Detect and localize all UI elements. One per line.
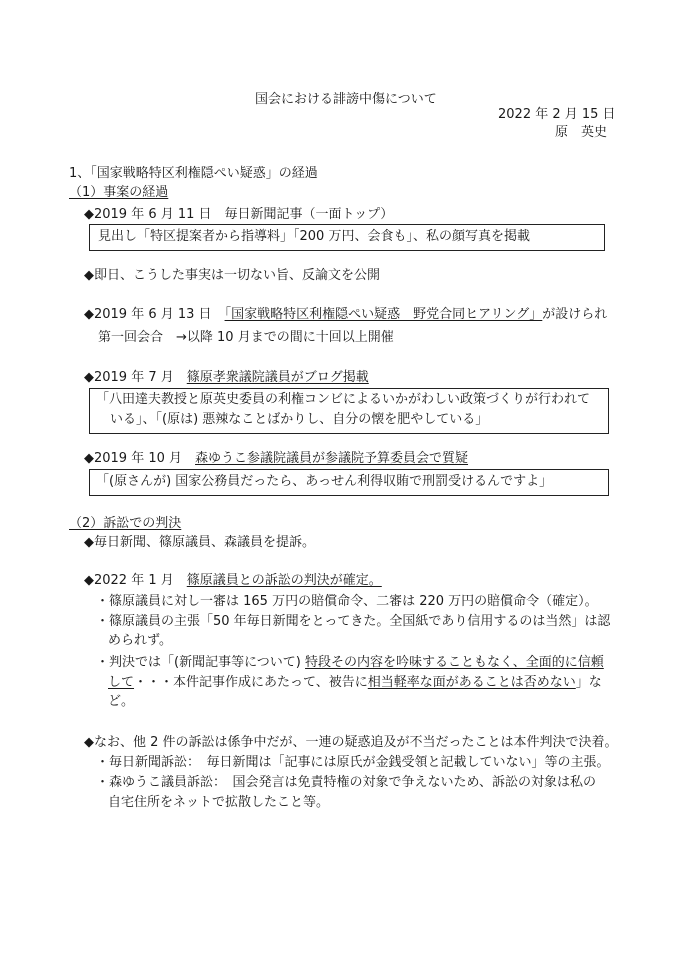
event1-quote: 見出し「特区提案者から指導料」「200 万円、会食も」、私の顔写真を掲載 <box>98 229 530 244</box>
event3-detail: 第一回会合 →以降 10 月までの間に十回以上開催 <box>98 330 394 345</box>
document-title: 国会における誹謗中傷について <box>255 92 437 107</box>
ruling-bullet-2-line1: ・篠原議員の主張「50 年毎日新聞をとってきた。全国紙であり信用するのは当然」は認 <box>96 614 611 629</box>
section2-subheading: （2）訴訟での判決 <box>69 516 182 531</box>
mainichi-suit: ・毎日新聞訴訟： 毎日新聞は「記事には原氏が金銭受領と記載していない」等の主張。 <box>96 755 610 770</box>
event3-date: ◆2019 年 6 月 13 日 <box>84 307 225 322</box>
section1-subheading: （1）事案の経過 <box>69 185 169 200</box>
ruling-bullet-1: ・篠原議員に対し一審は 165 万円の賠償命令、二審は 220 万円の賠償命令（確定）。 <box>96 594 598 609</box>
event4-heading <box>84 370 369 386</box>
ruling-bullet-3-middle: ・・・本件記事作成にあたって、被告に <box>134 675 368 690</box>
event5-heading <box>84 451 468 467</box>
ruling-bullet-3-line1 <box>96 655 604 671</box>
event3-suffix: が設けられ <box>542 307 608 322</box>
mori-suit-line1: ・森ゆうこ議員訴訟： 国会発言は免責特権の対象で争えないため、訴訟の対象は私の <box>96 775 596 790</box>
ruling-bullet-3-line2 <box>108 675 602 691</box>
event5-subject: 森ゆうこ参議院議員が参議院予算委員会で質疑 <box>195 451 469 466</box>
event2-heading: ◆即日、こうした事実は一切ない旨、反論文を公開 <box>84 268 380 283</box>
ruling-bullet-3-prefix: ・判決では「(新聞記事等について) <box>96 655 306 670</box>
document-date: 2022 年 2 月 15 日 <box>498 107 616 122</box>
event3-heading <box>84 307 607 323</box>
event3-hearing-name: 「国家戦略特区利権隠ぺい疑惑 野党合同ヒアリング」 <box>224 307 543 322</box>
section1-heading: 1、「国家戦略特区利権隠ぺい疑惑」の経過 <box>69 166 318 181</box>
ruling-subject: 篠原議員との訴訟の判決が確定。 <box>186 573 382 588</box>
event4-quote-line1: 「八田達夫教授と原英史委員の利権コンビによるいかがわしい政策づくりが行われて <box>96 392 591 407</box>
ruling-bullet-3-quote-b: して <box>108 675 135 690</box>
ruling-heading <box>84 573 382 589</box>
event5-date: ◆2019 年 10 月 <box>84 451 196 466</box>
ruling-bullet-3-end: 」な <box>575 675 602 690</box>
event1-heading: ◆2019 年 6 月 11 日 毎日新聞記事（一面トップ） <box>84 207 394 222</box>
document-author: 原 英史 <box>555 125 608 140</box>
lawsuit-filed: ◆毎日新聞、篠原議員、森議員を提訴。 <box>84 535 315 550</box>
event5-quote: 「(原さんが) 国家公務員だったら、あっせん利得収賄で刑罰受けるんですよ」 <box>96 474 553 489</box>
event4-quote-line2: いる」、「(原は) 悪辣なことばかりし、自分の懐を肥やしている」 <box>110 412 489 427</box>
ruling-bullet-2-line2: められず。 <box>108 633 172 648</box>
ruling-bullet-3-quote-c: 相当軽率な面があることは否めない <box>367 675 576 690</box>
other-suits-heading: ◆なお、他 2 件の訴訟は係争中だが、一連の疑惑追及が不当だったことは本件判決で決着。 <box>84 735 618 750</box>
ruling-bullet-3-quote-a: 特段その内容を吟味することもなく、全面的に信頼 <box>305 655 604 670</box>
event4-subject: 篠原孝衆議院議員がブログ掲載 <box>186 370 369 385</box>
event4-date: ◆2019 年 7 月 <box>84 370 187 385</box>
mori-suit-line2: 自宅住所をネットで拡散したこと等。 <box>108 795 330 810</box>
ruling-bullet-3-line3: ど。 <box>108 694 135 709</box>
ruling-date: ◆2022 年 1 月 <box>84 573 187 588</box>
